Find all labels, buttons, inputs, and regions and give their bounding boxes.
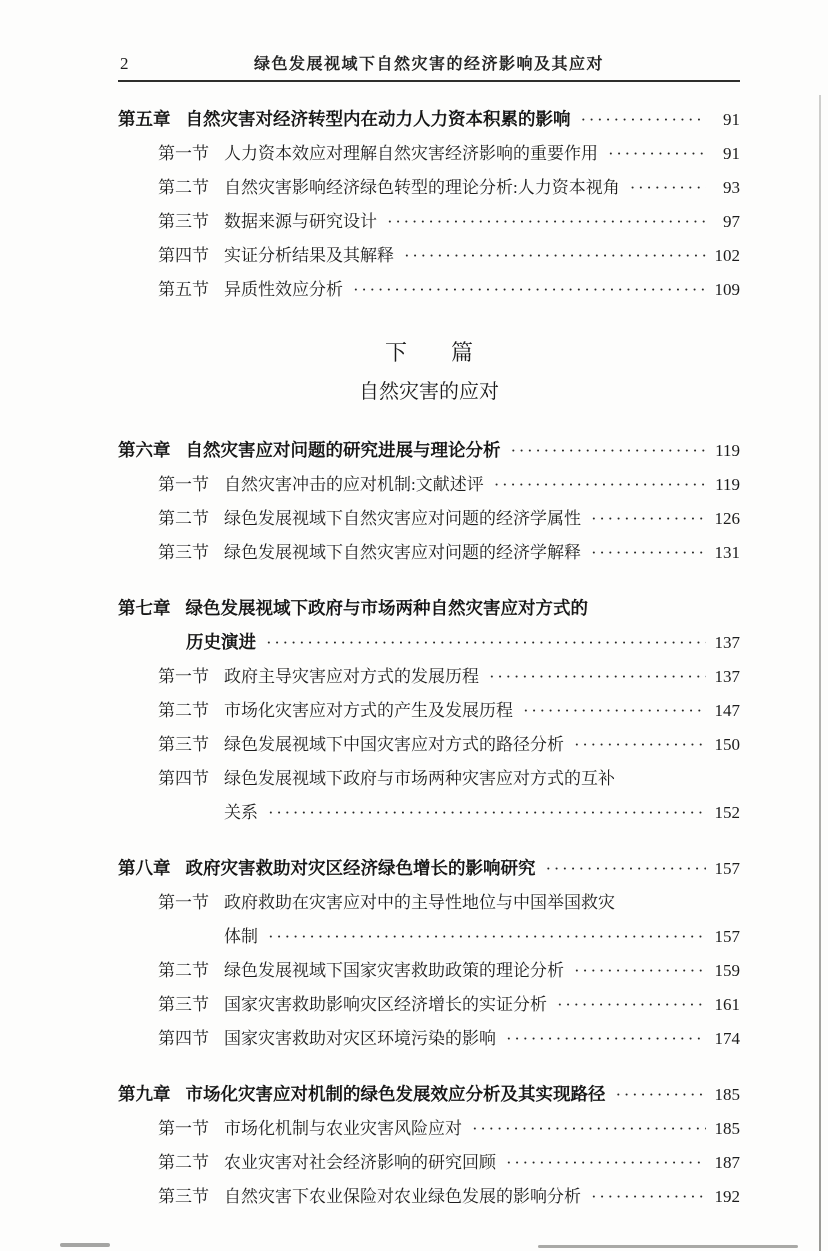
toc-section-row [118, 762, 740, 796]
section-label: 第一节 [158, 893, 209, 912]
dot-leader [523, 694, 706, 728]
section-title: 市场化机制与农业灾害风险应对 [224, 1119, 462, 1138]
toc-chapter-row-continuation [118, 625, 740, 660]
chapter-label: 第六章 [118, 440, 171, 460]
toc-section-row [118, 171, 740, 205]
section-label: 第四节 [158, 1029, 209, 1048]
dot-leader [557, 988, 706, 1022]
dot-leader [387, 205, 706, 239]
page-ref: 119 [715, 441, 740, 460]
section-title: 人力资本效应对理解自然灾害经济影响的重要作用 [224, 144, 598, 163]
page-ref: 157 [714, 927, 740, 946]
toc-chapter-row [118, 851, 740, 886]
toc-section-row-continuation [118, 920, 740, 954]
page-ref: 93 [723, 178, 740, 197]
chapter-group-6 [118, 433, 740, 570]
dot-leader [353, 273, 706, 307]
section-title: 绿色发展视域下国家灾害救助政策的理论分析 [224, 961, 564, 980]
section-label: 第三节 [158, 995, 209, 1014]
section-title: 自然灾害冲击的应对机制:文献述评 [224, 475, 484, 494]
section-title: 绿色发展视域下自然灾害应对问题的经济学解释 [224, 543, 581, 562]
chapter-title: 自然灾害应对问题的研究进展与理论分析 [185, 440, 501, 460]
toc-section-row [118, 1146, 740, 1180]
section-title: 绿色发展视域下自然灾害应对问题的经济学属性 [224, 509, 581, 528]
page-ref: 187 [714, 1153, 740, 1172]
section-title: 自然灾害下农业保险对农业绿色发展的影响分析 [224, 1187, 581, 1206]
scan-smudge-artifact [60, 1243, 110, 1247]
toc-section-row [118, 1022, 740, 1056]
chapter-title: 市场化灾害应对机制的绿色发展效应分析及其实现路径 [185, 1084, 606, 1104]
page-ref: 91 [723, 144, 740, 163]
chapter-label: 第五章 [118, 109, 171, 129]
toc-section-row [118, 660, 740, 694]
section-title-continuation: 体制 [224, 927, 258, 946]
dot-leader [616, 1077, 707, 1112]
toc-section-row-continuation [118, 796, 740, 830]
section-label: 第三节 [158, 735, 209, 754]
dot-leader [591, 1180, 706, 1214]
section-label: 第二节 [158, 701, 209, 720]
dot-leader [489, 660, 706, 694]
section-label: 第三节 [158, 543, 209, 562]
dot-leader [268, 796, 706, 830]
section-title: 绿色发展视域下中国灾害应对方式的路径分析 [224, 735, 564, 754]
page-ref: 102 [714, 246, 740, 265]
dot-leader [404, 239, 706, 273]
chapter-label: 第七章 [118, 598, 171, 618]
dot-leader [511, 433, 707, 468]
running-title: 绿色发展视域下自然灾害的经济影响及其应对 [253, 56, 604, 73]
toc-section-row [118, 1180, 740, 1214]
page-header [118, 54, 740, 82]
chapter-group-7 [118, 591, 740, 830]
part-divider [118, 333, 740, 411]
dot-leader [591, 536, 706, 570]
section-label: 第四节 [158, 246, 209, 265]
section-label: 第三节 [158, 212, 209, 231]
section-title: 异质性效应分析 [224, 280, 343, 299]
page-ref: 119 [715, 475, 740, 494]
page-ref: 91 [723, 110, 740, 129]
page-ref: 192 [714, 1187, 740, 1206]
page-ref: 131 [714, 543, 740, 562]
page-ref: 150 [714, 735, 740, 754]
page-number: 2 [120, 54, 129, 73]
chapter-group-8 [118, 851, 740, 1056]
section-title-continuation: 关系 [224, 803, 258, 822]
toc-section-row [118, 988, 740, 1022]
toc-section-row [118, 1112, 740, 1146]
page-ref: 137 [714, 667, 740, 686]
page-ref: 109 [714, 280, 740, 299]
chapter-title: 自然灾害对经济转型内在动力人力资本积累的影响 [185, 109, 571, 129]
dot-leader [574, 954, 706, 988]
toc-section-row [118, 954, 740, 988]
page-ref: 137 [714, 633, 740, 652]
scan-smudge-artifact [538, 1245, 798, 1248]
section-title: 国家灾害救助对灾区环境污染的影响 [224, 1029, 496, 1048]
section-title: 农业灾害对社会经济影响的研究回顾 [224, 1153, 496, 1172]
section-title: 绿色发展视域下政府与市场两种灾害应对方式的互补 [224, 769, 615, 788]
dot-leader [591, 502, 706, 536]
toc-section-row [118, 536, 740, 570]
section-title: 市场化灾害应对方式的产生及发展历程 [224, 701, 513, 720]
page-ref: 174 [714, 1029, 740, 1048]
dot-leader [506, 1022, 706, 1056]
section-label: 第五节 [158, 280, 209, 299]
table-of-contents [118, 102, 740, 1214]
dot-leader [546, 851, 707, 886]
section-label: 第二节 [158, 961, 209, 980]
dot-leader [472, 1112, 706, 1146]
section-title: 政府救助在灾害应对中的主导性地位与中国举国救灾 [224, 893, 615, 912]
toc-section-row [118, 239, 740, 273]
dot-leader [630, 171, 706, 205]
toc-chapter-row [118, 1077, 740, 1112]
dot-leader [268, 920, 706, 954]
section-title: 自然灾害影响经济绿色转型的理论分析:人力资本视角 [224, 178, 620, 197]
page-ref: 152 [714, 803, 740, 822]
section-title: 实证分析结果及其解释 [224, 246, 394, 265]
toc-section-row [118, 137, 740, 171]
page-ref: 126 [714, 509, 740, 528]
section-title: 数据来源与研究设计 [224, 212, 377, 231]
page-ref: 185 [714, 1085, 740, 1104]
chapter-label: 第八章 [118, 858, 171, 878]
page-ref: 159 [714, 961, 740, 980]
toc-section-row [118, 468, 740, 502]
section-title: 国家灾害救助影响灾区经济增长的实证分析 [224, 995, 547, 1014]
section-label: 第一节 [158, 667, 209, 686]
toc-section-row [118, 694, 740, 728]
page-ref: 161 [714, 995, 740, 1014]
chapter-title-continuation: 历史演进 [186, 632, 256, 652]
section-title: 政府主导灾害应对方式的发展历程 [224, 667, 479, 686]
toc-section-row [118, 502, 740, 536]
section-label: 第一节 [158, 144, 209, 163]
section-label: 第二节 [158, 178, 209, 197]
toc-chapter-row [118, 102, 740, 137]
section-label: 第二节 [158, 1153, 209, 1172]
dot-leader [506, 1146, 706, 1180]
dot-leader [574, 728, 706, 762]
section-label: 第一节 [158, 475, 209, 494]
chapter-title: 政府灾害救助对灾区经济绿色增长的影响研究 [185, 858, 536, 878]
section-label: 第一节 [158, 1119, 209, 1138]
page-ref: 157 [714, 859, 740, 878]
dot-leader [494, 468, 706, 502]
toc-section-row [118, 273, 740, 307]
chapter-group-9 [118, 1077, 740, 1214]
dot-leader [581, 102, 707, 137]
toc-section-row [118, 886, 740, 920]
chapter-title: 绿色发展视域下政府与市场两种自然灾害应对方式的 [185, 598, 588, 618]
dot-leader [608, 137, 706, 171]
dot-leader [266, 625, 706, 660]
toc-chapter-row [118, 433, 740, 468]
page-ref: 147 [714, 701, 740, 720]
section-label: 第四节 [158, 769, 209, 788]
chapter-group-5 [118, 102, 740, 307]
page-ref: 97 [723, 212, 740, 231]
toc-chapter-row [118, 591, 740, 625]
toc-section-row [118, 205, 740, 239]
section-label: 第三节 [158, 1187, 209, 1206]
chapter-label: 第九章 [118, 1084, 171, 1104]
section-label: 第二节 [158, 509, 209, 528]
toc-section-row [118, 728, 740, 762]
scan-edge-artifact [819, 95, 821, 1251]
part-label: 下 篇 [384, 340, 473, 365]
page-ref: 185 [714, 1119, 740, 1138]
part-title: 自然灾害的应对 [359, 381, 499, 403]
